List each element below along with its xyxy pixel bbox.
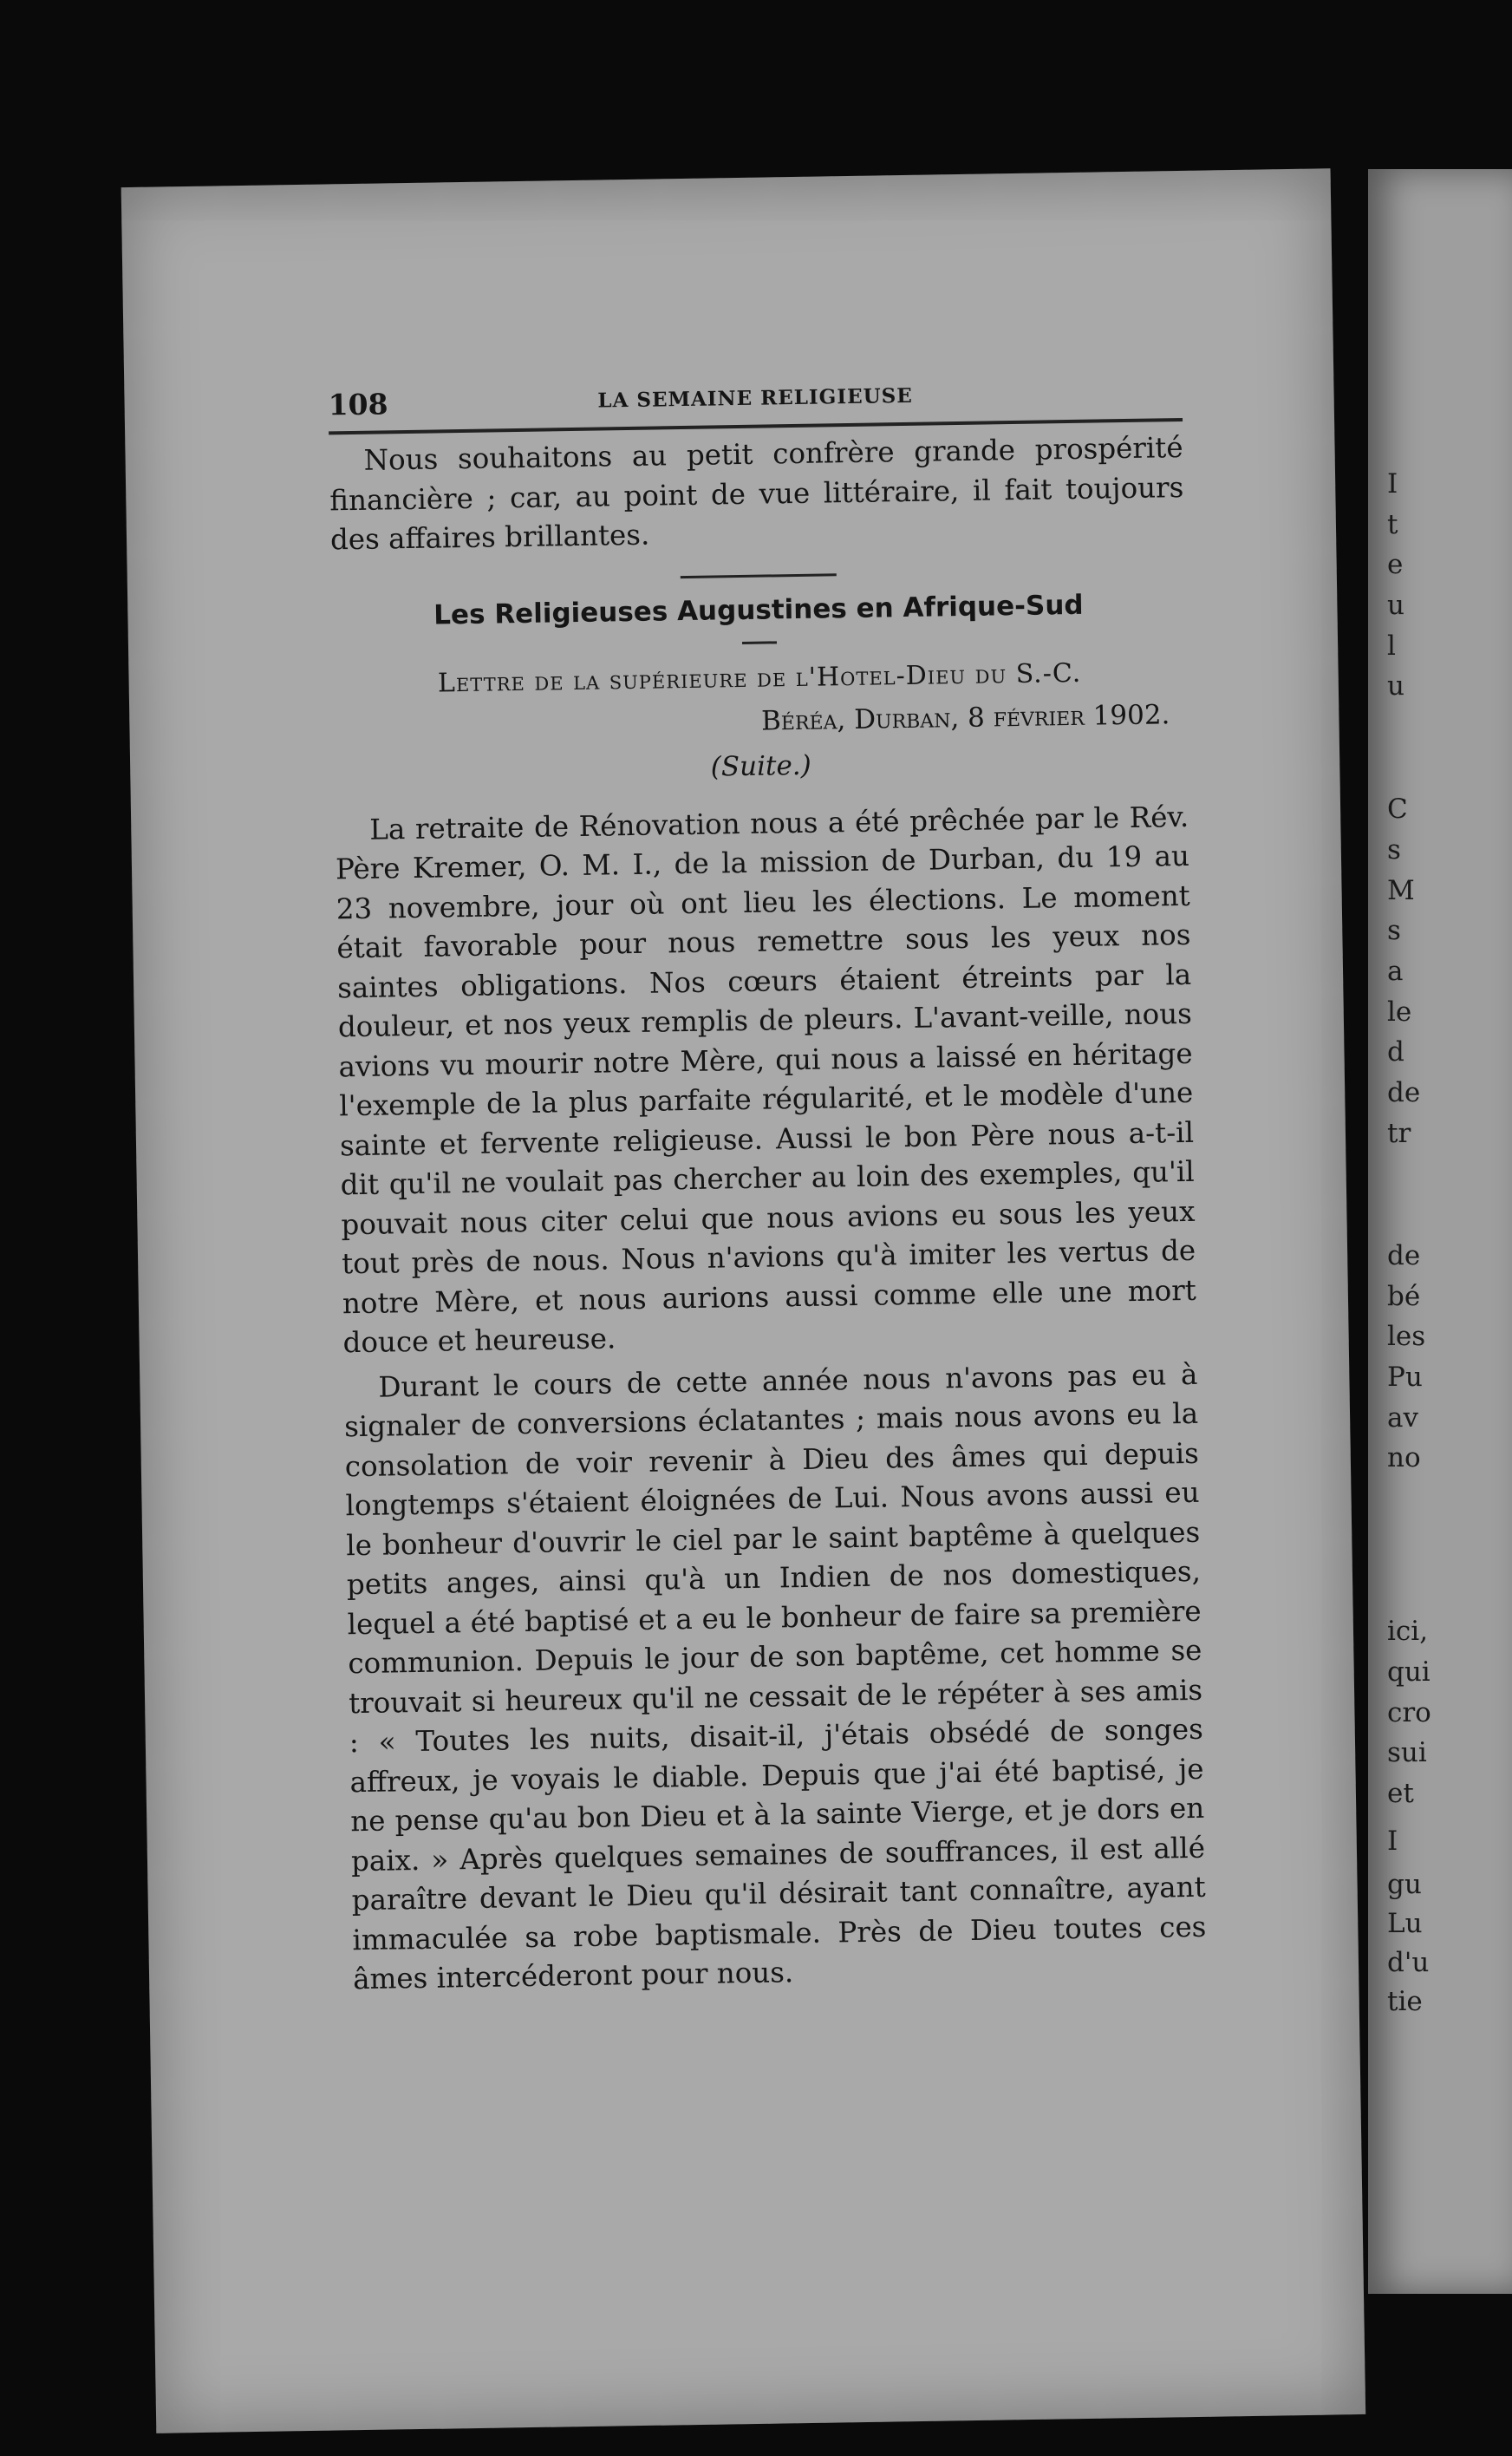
- adjacent-page-strip: [1368, 169, 1512, 2294]
- adjacent-fragment: tie: [1387, 1986, 1423, 2017]
- adjacent-fragment: Lu: [1387, 1908, 1423, 1939]
- running-title: LA SEMAINE RELIGIEUSE: [597, 383, 914, 413]
- adjacent-fragment: Pu: [1387, 1362, 1423, 1393]
- adjacent-fragment: gu: [1387, 1869, 1422, 1900]
- page-header: [328, 375, 1183, 426]
- adjacent-fragment: le: [1387, 996, 1412, 1028]
- page-content: [328, 375, 1207, 2000]
- adjacent-fragment: cro: [1387, 1697, 1431, 1728]
- adjacent-fragment: a: [1387, 956, 1404, 987]
- adjacent-fragment: les: [1387, 1321, 1426, 1352]
- adjacent-fragment: C: [1387, 794, 1408, 825]
- page-number: 108: [328, 387, 388, 422]
- letter-heading: Lettre de la supérieure de l'Hotel-Dieu du S.-C.: [437, 657, 1082, 698]
- adjacent-fragment: av: [1387, 1402, 1418, 1434]
- article-title: Les Religieuses Augustines en Afrique-Sud: [433, 589, 1084, 631]
- adjacent-fragment: l: [1387, 630, 1396, 662]
- adjacent-fragment: de: [1387, 1077, 1421, 1108]
- adjacent-fragment: ici,: [1387, 1616, 1429, 1647]
- adjacent-fragment: tr: [1387, 1118, 1411, 1149]
- adjacent-fragment: s: [1387, 834, 1401, 865]
- adjacent-fragment: no: [1387, 1442, 1421, 1473]
- adjacent-fragment: M: [1387, 875, 1415, 906]
- adjacent-fragment: sui: [1387, 1737, 1427, 1768]
- intro-paragraph: Nous souhaitons au petit confrère grande prospérité financière ; car, au point de vue littéraire, il fait toujours des affaires brillantes.: [329, 430, 1184, 557]
- adjacent-fragment: qui: [1387, 1656, 1431, 1688]
- body-paragraph-2: Durant le cours de cette année nous n'avons pas eu à signaler de conversions éclatantes ; mais nous avons eu la consolation de voir revenir à Dieu des âmes qui depuis longtemps s'étaient éloignées de Lui. Nous avons aussi eu le bonheur d'ouvrir le ciel par le saint baptême à quelques petits anges, ainsi qu'à un Indien de nos domestiques, lequel a été baptisé et a eu le bonheur de faire sa première communion. Depuis le jour de son baptême, cet homme se trouvait si heureux qu'il ne cessait de le répéter à ses amis : « Toutes les nuits, disait-il, j'étais obsédé de songes affreux, je voyais le diable. Depuis que j'ai été baptisé, je ne pense qu'au bon Dieu et à la sainte Vierge, et je dors en paix. » Après quelques semaines de souffrances, il est allé paraître devant le Dieu qu'il désirait tant connaître, ayant immaculée sa robe baptismale. Près de Dieu toutes ces âmes intercéderont pour nous.: [343, 1357, 1207, 1996]
- adjacent-fragment: bé: [1387, 1281, 1421, 1312]
- adjacent-fragment: e: [1387, 549, 1404, 580]
- adjacent-fragment: I: [1387, 1826, 1398, 1857]
- title-dash: [741, 641, 776, 644]
- adjacent-fragment: u: [1387, 670, 1404, 702]
- continuation-note: (Suite.): [710, 749, 811, 783]
- section-separator: [680, 573, 836, 578]
- adjacent-fragment: I: [1387, 468, 1398, 500]
- adjacent-fragment: et: [1387, 1778, 1414, 1809]
- place-date: Béréa, Durban, 8 février 1902.: [760, 698, 1170, 737]
- adjacent-fragment: d: [1387, 1036, 1404, 1068]
- adjacent-fragment: de: [1387, 1240, 1421, 1271]
- body-paragraph-1: La retraite de Rénovation nous a été prêchée par le Rév. Père Kremer, O. M. I., de la mission de Durban, du 19 au 23 novembre, jour où ont lieu les élections. Le moment était favorable pour nous remettre sous les yeux nos saintes obligations. Nos cœurs étaient étreints par la douleur, et nos yeux remplis de pleurs. L'avant-veille, nous avions vu mourir notre Mère, qui nous a laissé en héritage l'exemple de la plus parfaite régularité, et le modèle d'une sainte et fervente religieuse. Aussi le bon Père nous a-t-il dit qu'il ne voulait pas chercher au loin des exemples, qu'il pouvait nous citer celui que nous avions eu sous les yeux tout près de nous. Nous n'avions qu'à imiter les vertus de notre Mère, et nous aurions aussi comme elle une mort douce et heureuse.: [335, 800, 1197, 1360]
- adjacent-fragment: u: [1387, 590, 1404, 621]
- book-page: [121, 168, 1366, 2433]
- adjacent-fragment: d'u: [1387, 1947, 1430, 1978]
- adjacent-fragment: t: [1387, 509, 1398, 540]
- adjacent-fragment: s: [1387, 915, 1401, 946]
